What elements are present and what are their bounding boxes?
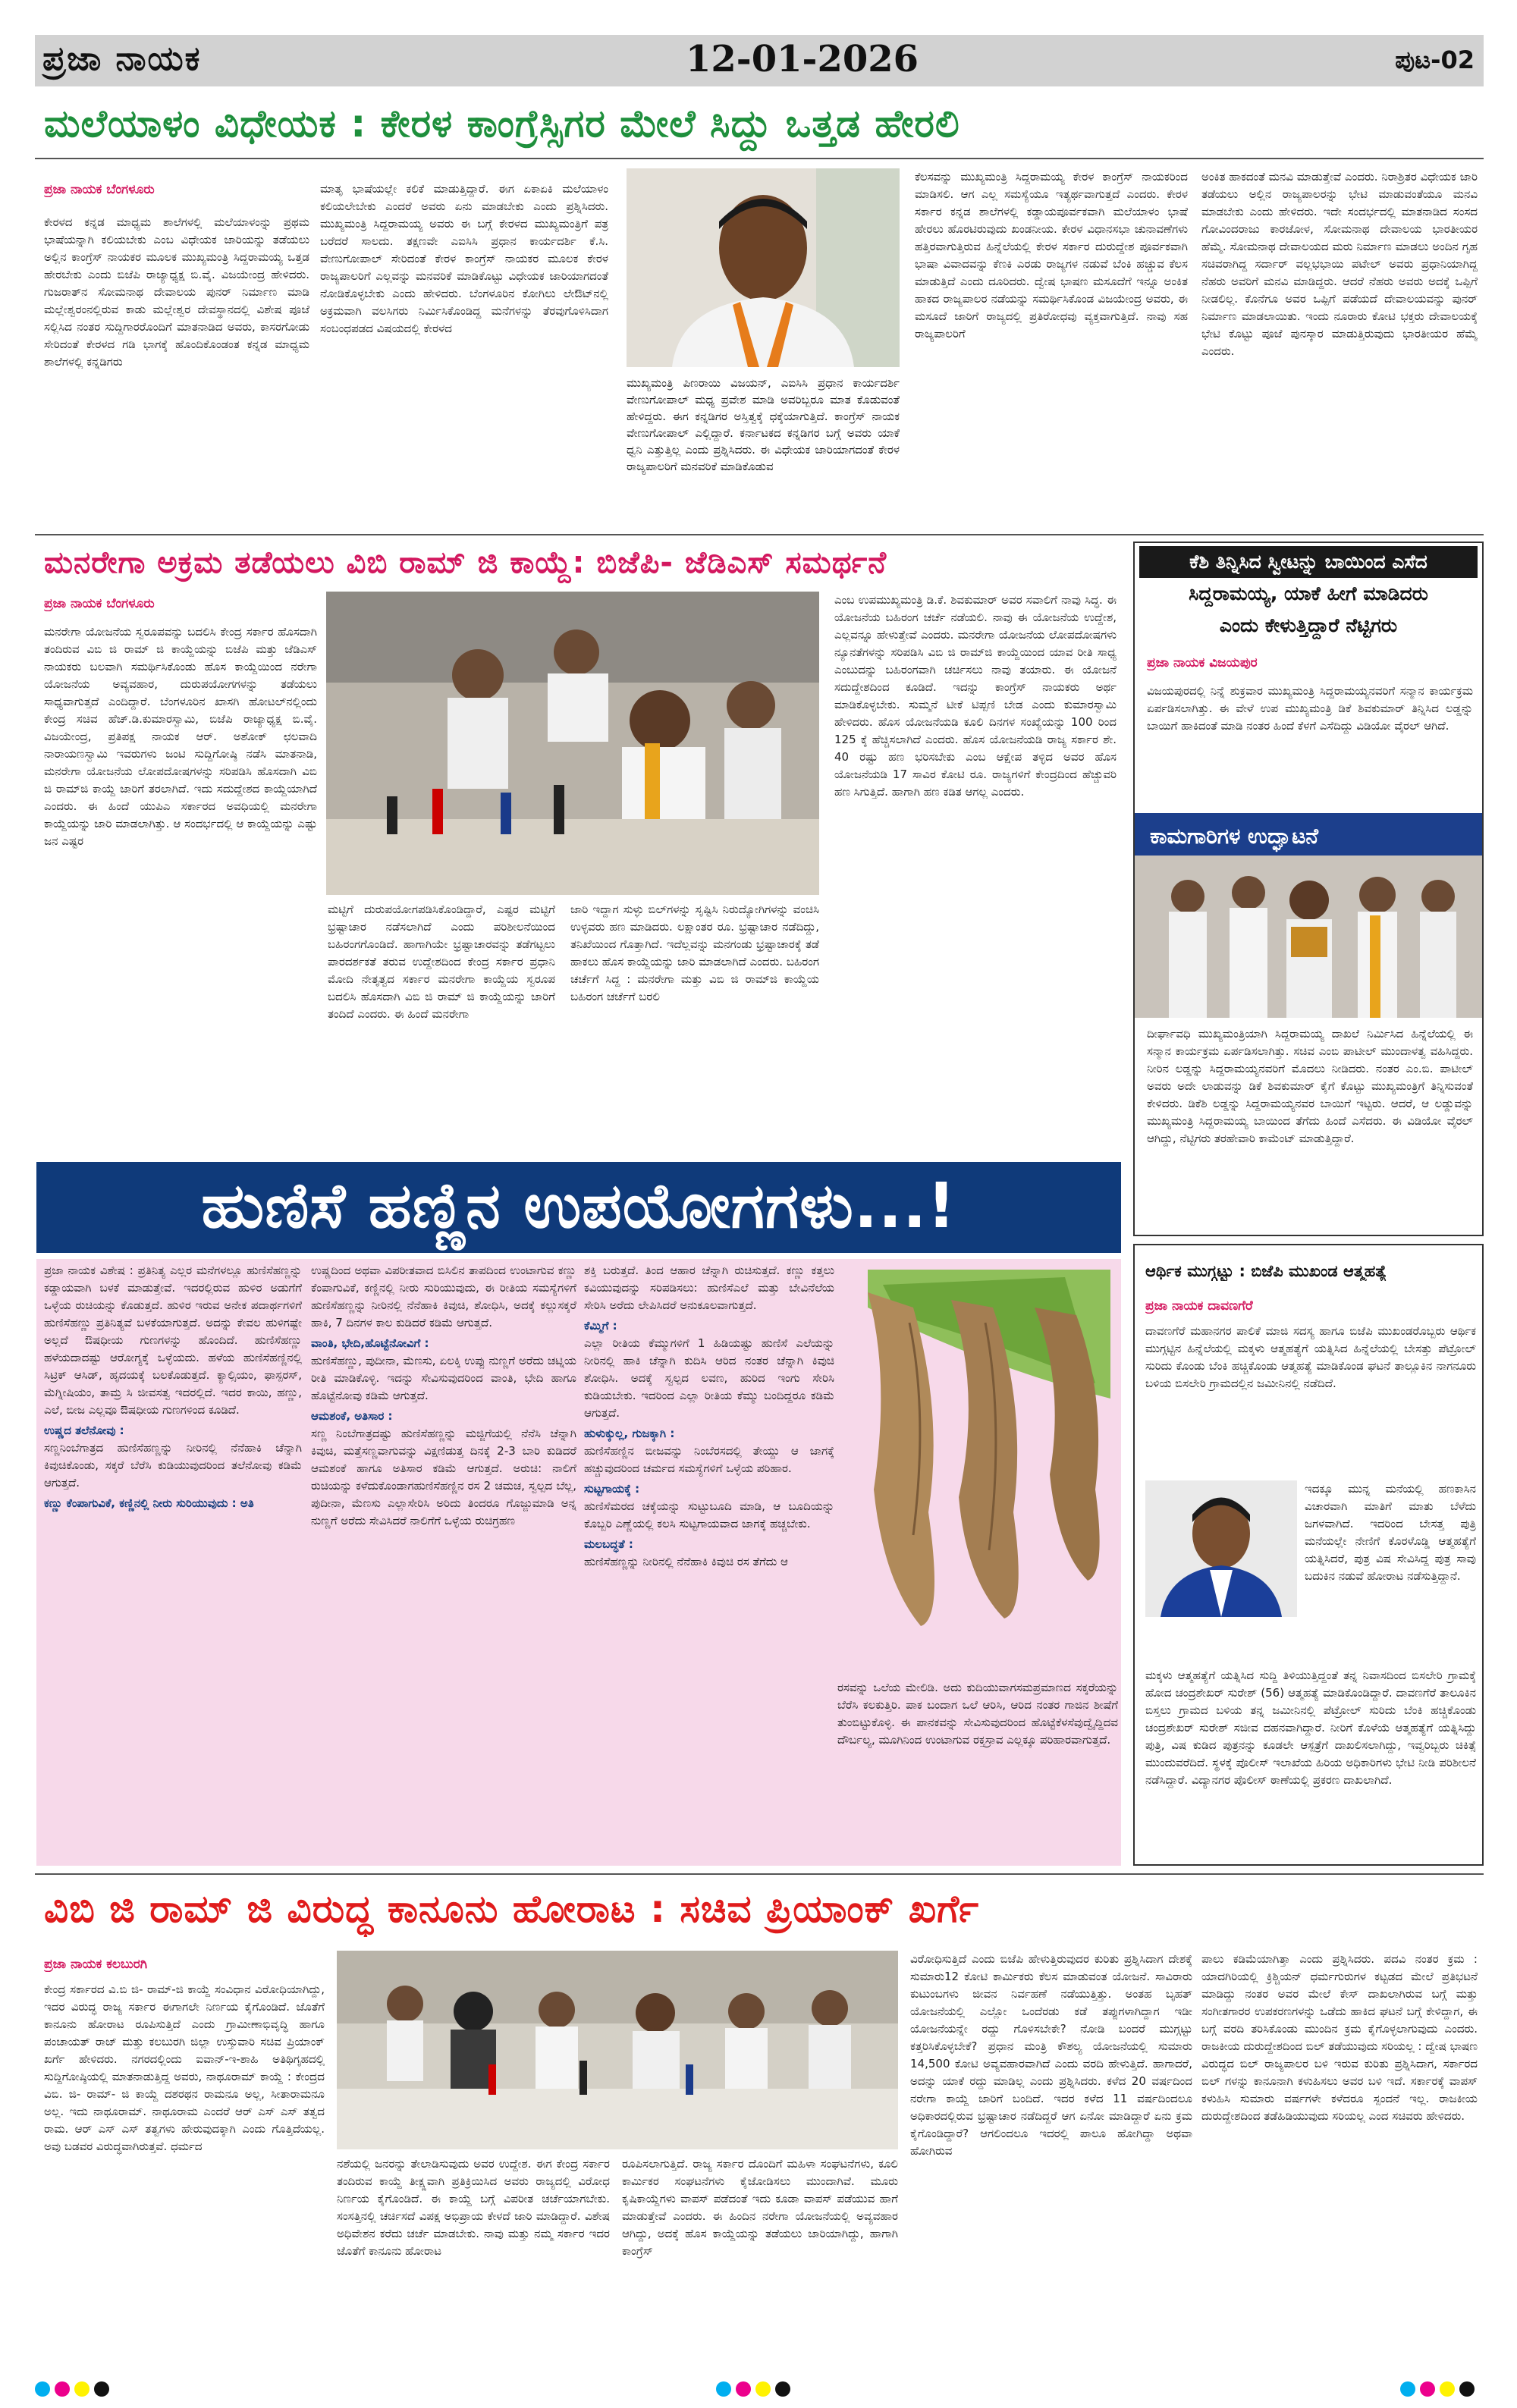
story4-sub-constipation: ಮಲಬದ್ಧತೆ : [584, 1537, 633, 1551]
story1-caption: ಮುಖ್ಯಮಂತ್ರಿ ಪಿಣರಾಯಿ ವಿಜಯನ್, ಎಐಸಿಸಿ ಪ್ರಧಾನ ಕಾರ್ಯದರ್ಶಿ ವೇಣುಗೋಪಾಲ್ ಮಧ್ಯ ಪ್ರವೇಶ ಮಾಡಿ ಅವರಿಬ್ಬರೂ ಮಾತ ಕೊಡುವಂತೆ ಹೇಳಿದ್ದರು. ಈಗ ಕನ್ನಡಿಗರ ಅಸ್ತಿತ್ವಕ್ಕೆ ಧಕ್ಕೆಯಾಗುತ್ತಿದೆ. ಕಾಂಗ್ರೆಸ್ ನಾಯಕ ವೇಣುಗೋಪಾಲ್ ಎಲ್ಲಿದ್ದಾರೆ. ಕರ್ನಾಟಕದ ಕನ್ನಡಿಗರ ಬಗ್ಗೆ ಅವರು ಯಾಕೆ ಧ್ವನಿ ಎತ್ತುತ್ತಿಲ್ಲ ಎಂದು ಪ್ರಶ್ನಿಸಿದರು. ಈ ವಿಧೇಯಕ ಜಾರಿಯಾಗದಂತೆ ಕೇರಳ ರಾಜ್ಯಪಾಲರಿಗೆ ಮನವರಿಕೆ ಮಾಡಿಕೊಡುವ [627, 376, 900, 473]
story4-sub-vomit: ವಾಂತಿ, ಭೇದಿ,ಹೊಟ್ಟೆನೋವಿಗೆ : [311, 1336, 429, 1350]
story4-sub-cough: ಕೆಮ್ಮಿಗೆ : [584, 1319, 617, 1333]
story1-col2: ಮಾತೃ ಭಾಷೆಯಲ್ಲೇ ಕಲಿಕೆ ಮಾಡುತ್ತಿದ್ದಾರೆ. ಈಗ ಏಕಾಏಕಿ ಮಲೆಯಾಳಂ ಕಲಿಯಲೇಬೇಕು ಎಂದರೆ ಅವರು ಏನು ಮಾಡಬೇಕು ಎಂದು ಪ್ರಶ್ನಿಸಿದರು. ಮುಖ್ಯಮಂತ್ರಿ ಸಿದ್ದರಾಮಯ್ಯ ಅವರು ಈ ಬಗ್ಗೆ ಕೇರಳದ ಮುಖ್ಯಮಂತ್ರಿಗೆ ಪತ್ರ ಬರೆದರೆ ಸಾಲದು. ತಕ್ಷಣವೇ ಎಐಸಿಸಿ ಪ್ರಧಾನ ಕಾರ್ಯದರ್ಶಿ ಕೆ.ಸಿ. ವೇಣುಗೋಪಾಲ್ ಸೇರಿದಂತೆ ಕೇರಳ ಕಾಂಗ್ರೆಸ್ ನಾಯಕರ ಮೂಲಕ ಕೇರಳ ರಾಜ್ಯಪಾಲರಿಗೆ ಎಲ್ಲವನ್ನು ಮನವರಿಕೆ ಮಾಡಿಕೊಟ್ಟು ವಿಧೇಯಕ ಜಾರಿಯಾಗದಂತೆ ನೋಡಿಕೊಳ್ಳಬೇಕು ಎಂದು ಹೇಳಿದರು. ಬೆಂಗಳೂರಿನ ಕೋಗಿಲು ಲೇಔಟ್‌ನಲ್ಲಿ ಅಕ್ರಮವಾಗಿ ವಲಸಿಗರು ನಿರ್ಮಿಸಿಕೊಂಡಿದ್ದ ಮನೆಗಳನ್ನು ತೆರವುಗೊಳಿಸಿದಾಗ ಸಂಬಂಧಪಡದ ವಿಷಯದಲ್ಲಿ ಕೇರಳದ [320, 182, 608, 335]
magenta-dot-icon [736, 2381, 751, 2397]
divider [35, 534, 1484, 535]
cyan-dot-icon [1400, 2381, 1415, 2397]
story2-headline: ಮನರೇಗಾ ಅಕ್ರಮ ತಡೆಯಲು ವಿಬಿ ರಾಮ್ ಜಿ ಕಾಯ್ದೆ: ಬಿಜೆಪಿ- ಜೆಡಿಎಸ್ ಸಮರ್ಥನೆ [44, 545, 887, 580]
story5-bottom: ಮಕ್ಕಳು ಆತ್ಮಹತ್ಯೆಗೆ ಯತ್ನಿಸಿದ ಸುದ್ದಿ ತಿಳಿಯುತ್ತಿದ್ದಂತೆ ತನ್ನ ನಿವಾಸದಿಂದ ಬಿಸಲೇರಿ ಗ್ರಾಮಕ್ಕೆ ಹೋದ ಚಂದ್ರಶೇಖರ್ ಸುರೇಶ್ (56) ಆತ್ಮಹತ್ಯೆ ಮಾಡಿಕೊಂಡಿದ್ದಾರೆ. ದಾವಣಗೆರೆ ತಾಲೂಕಿನ ಬಿಸ್ತಲು ಗ್ರಾಮದ ಬಳಿಯ ತನ್ನ ಜಮೀನಿನಲ್ಲಿ ಪೆಟ್ರೋಲ್ ಸುರಿದು ಬೆಂಕಿ ಹಚ್ಚಿಕೊಂಡು ಚಂದ್ರಶೇಖರ್ ಸುರೇಶ್ ಸಜೀವ ದಹನವಾಗಿದ್ದಾರೆ. ನೀರಿಗೆ ಕೊಳೆಯೆ ಆತ್ಮಹತ್ಯೆಗೆ ಯತ್ನಿಸಿದ್ದು ಪುತ್ರಿ, ವಿಷ ಕುಡಿದ ಪುತ್ರನನ್ನು ಕೂಡಲೇ ಆಸ್ಪತ್ರೆಗೆ ದಾಖಲಿಸಲಾಗಿದ್ದು, ಇವ್ವರಿಬ್ಬರು ಚಿಕಿತ್ಸೆ ಮುಂದುವರೆದಿದೆ. ಸ್ಥಳಕ್ಕೆ ಪೊಲೀಸ್ ಇಲಾಖೆಯ ಹಿರಿಯ ಅಧಿಕಾರಿಗಳು ಭೇಟಿ ನೀಡಿ ಪರಿಶೀಲನೆ ನಡೆಸಿದ್ದಾರೆ. ವಿದ್ಯಾನಗರ ಪೊಲೀಸ್ ಠಾಣೆಯಲ್ಲಿ ಪ್ರಕರಣ ದಾಖಲಾಗಿದೆ. [1145, 1669, 1476, 1787]
story1-col3: ಕೆಲಸವನ್ನು ಮುಖ್ಯಮಂತ್ರಿ ಸಿದ್ದರಾಮಯ್ಯ ಕೇರಳ ಕಾಂಗ್ರೆಸ್ ನಾಯಕರಿಂದ ಮಾಡಿಸಲಿ. ಆಗ ಎಲ್ಲ ಸಮಸ್ಯೆಯೂ ಇತ್ಯರ್ಥವಾಗುತ್ತದೆ ಎಂದರು. ಕೇರಳ ಸರ್ಕಾರ ಕನ್ನಡ ಶಾಲೆಗಳಲ್ಲಿ ಕಡ್ಡಾಯಪೂರ್ವಕವಾಗಿ ಮಲೆಯಾಳಂ ಭಾಷೆ ಹೇರಲು ಹೊರಟಿರುವುದು ಖಂಡನೀಯ. ಕೇರಳ ವಿಧಾನಸಭಾ ಚುನಾವಣೆಗಳು ಹತ್ತಿರವಾಗುತ್ತಿರುವ ಹಿನ್ನೆಲೆಯಲ್ಲಿ ಕೇರಳ ಸರ್ಕಾರ ದುರುದ್ದೇಶ ಪೂರ್ವಕವಾಗಿ ಭಾಷಾ ವಿವಾದವನ್ನು ಕೆಣಕಿ ಎರಡು ರಾಜ್ಯಗಳ ನಡುವೆ ಬೆಂಕಿ ಹಚ್ಚುವ ಕೆಲಸ ಮಾಡುತ್ತಿದೆ ಎಂದು ದೂರಿದರು. ದ್ವೇಷ ಭಾಷಣ ಮಸೂದೆಗೆ ಇನ್ನೂ ಅಂಕಿತ ಹಾಕದ ರಾಜ್ಯಪಾಲರ ನಡೆಯನ್ನು ಸಮರ್ಥಿಸಿಕೊಂಡ ವಿಜಯೇಂದ್ರ ಅವರು, ಈ ಮಸೂದೆ ಜಾರಿಗೆ ರಾಜ್ಯದಲ್ಲಿ ಪ್ರತಿರೋಧವು ವ್ಯಕ್ತವಾಗುತ್ತಿದೆ. ನಾವು ಸಹ ರಾಜ್ಯಪಾಲರಿಗೆ [915, 170, 1188, 341]
portrait-illustration [627, 168, 900, 367]
story4-col1b: ಸಣ್ಣನಿಂಬೆಗಾತ್ರದ ಹುಣಿಸೆಹಣ್ಣನ್ನು ನೀರಿನಲ್ಲಿ ನೆನೆಹಾಕಿ ಚೆನ್ನಾಗಿ ಕಿವುಚಿಕೊಂಡು, ಸಕ್ಕರೆ ಬೆರೆಸಿ ಕುಡಿಯುವುದರಿಂದ ತಲೆನೋವು ಕಡಿಮೆ ಆಗುತ್ತದೆ. [44, 1441, 302, 1490]
newspaper-name: ಪ್ರಜಾ ನಾಯಕ [42, 39, 202, 78]
story5-top: ದಾವಣಗೆರೆ ಮಹಾನಗರ ಪಾಲಿಕೆ ಮಾಜಿ ಸದಸ್ಯ ಹಾಗೂ ಬಿಜೆಪಿ ಮುಖಂಡರೊಬ್ಬರು ಆರ್ಥಿಕ ಮುಗ್ಗಟ್ಟಿನ ಹಿನ್ನೆಲೆಯಲ್ಲಿ ಮಕ್ಕಳು ಆತ್ಮಹತ್ಯೆಗೆ ಯತ್ನಿಸಿದ ಹಿನ್ನೆಲೆಯಲ್ಲಿ ಬೇಸತ್ತು ಪೆಟ್ರೋಲ್ ಸುರಿದು ಕೊಂಡು ಬೆಂಕಿ ಹಚ್ಚಿಕೊಂಡು ಆತ್ಮಹತ್ಯೆ ಮಾಡಿಕೊಂಡ ಘಟನೆ ತಾಲ್ಲೂಕಿನ ನಾಗನೂರು ಬಳಿಯ ಬಿಸಲೇರಿ ಗ್ರಾಮದಲ್ಲಿನ ಜಮೀನಿನಲ್ಲಿ ನಡೆದಿದೆ. [1145, 1324, 1476, 1390]
story6-below2: ರೂಪಿಸಲಾಗುತ್ತಿದೆ. ರಾಜ್ಯ ಸರ್ಕಾರ ದೊಂದಿಗೆ ಮಹಿಳಾ ಸಂಘಟನೆಗಳು, ಕೂಲಿ ಕಾರ್ಮಿಕರ ಸಂಘಟನೆಗಳು ಕೈಜೋಡಿಸಲು ಮುಂದಾಗಿವೆ. ಮೂರು ಕೃಷಿಕಾಯ್ದೆಗಳು ವಾಪಸ್ ಪಡೆದಂತೆ ಇದು ಕೂಡಾ ವಾಪಸ್ ಪಡೆಯುವ ಹಾಗೆ ಮಾಡುತ್ತೇವೆ ಎಂದರು. ಈ ಹಿಂದಿನ ನರೇಗಾ ಯೋಜನೆಯಲ್ಲಿ ಅವ್ಯವಹಾರ ಆಗಿದ್ದು, ಅದಕ್ಕೆ ಹೊಸ ಕಾಯ್ದೆಯನ್ನು ತಡೆಯಲು ಜಾರಿಯಾಗಿದ್ದು, ಹಾಗಾಗಿ ಕಾಂಗ್ರೆಸ್ [622, 2157, 898, 2258]
black-dot-icon [1459, 2381, 1475, 2397]
story2-col3: ಎಂಬ ಉಪಮುಖ್ಯಮಂತ್ರಿ ಡಿ.ಕೆ. ಶಿವಕುಮಾರ್ ಅವರ ಸವಾಲಿಗೆ ನಾವು ಸಿದ್ಧ. ಈ ಯೋಜನೆಯ ಬಹಿರಂಗ ಚರ್ಚೆ ನಡೆಯಲಿ. ನಾವು ಈ ಯೋಜನೆಯ ಉದ್ದೇಶ, ಎಲ್ಲವನ್ನೂ ಹೇಳುತ್ತೇವೆ ಎಂದರು. ಮನರೇಗಾ ಯೋಜನೆಯ ಲೋಪದೋಷಗಳು ನ್ಯೂನತೆಗಳನ್ನು ಸರಿಪಡಿಸಿ ವಿಬಿ ಜಿ ರಾಮ್‌ಜಿ ಕಾಯ್ದೆಯಿಂದ ಯಾವ ರೀತಿ ಸಾಧ್ಯ ಎಂಬುದನ್ನು ಬಹಿರಂಗವಾಗಿ ಚರ್ಚಿಸಲು ನಾವು ತಯಾರು. ಈ ಯೋಜನೆ ಸದುದ್ದೇಶದಿಂದ ಕೂಡಿದೆ. ಇದನ್ನು ಕಾಂಗ್ರೆಸ್ ನಾಯಕರು ಅರ್ಥ ಮಾಡಿಕೊಳ್ಳಬೇಕು. ಸುಮ್ಮನೆ ಟೀಕೆ ಟಿಪ್ಪಣಿ ಬೇಡ ಎಂದು ಕುಮಾರಸ್ವಾಮಿ ಹೇಳಿದರು. ಹೊಸ ಯೋಜನೆಯಡಿ ಕೂಲಿ ದಿನಗಳ ಸಂಖ್ಯೆಯನ್ನು 100 ರಿಂದ 125 ಕ್ಕೆ ಹೆಚ್ಚಿಸಲಾಗಿದೆ ಎಂದರು. ಹೊಸ ಯೋಜನೆಯಡಿ ರಾಜ್ಯ ಸರ್ಕಾರ ಶೇ. 40 ರಷ್ಟು ಹಣ ಭರಿಸಬೇಕು ಎಂಬ ಆಕ್ಷೇಪ ತಳ್ಳಿದ ಅವರ ಹೊಸ ಯೋಜನೆಯಡಿ 17 ಸಾವಿರ ಕೋಟಿ ರೂ. ರಾಜ್ಯಗಳಿಗೆ ಕೇಂದ್ರದಿಂದ ಹೆಚ್ಚುವರಿ ಹಣ ಸಿಗುತ್ತಿದೆ. ಹಾಗಾಗಿ ಹಣ ಕಡಿತ ಆಗಲ್ಲ ಎಂದರು. [834, 593, 1117, 799]
story4-sub-eyes: ಕಣ್ಣು ಕೆಂಪಾಗುವಿಕೆ, ಕಣ್ಣಿನಲ್ಲಿ ನೀರು ಸುರಿಯುವುದು : ಅತಿ [44, 1496, 254, 1510]
story3-photo-banner: ಕಾಮಗಾರಿಗಳ ಉದ್ಘಾಟನೆ [1150, 824, 1319, 849]
story6-col1: ಕೇಂದ್ರ ಸರ್ಕಾರದ ವಿ.ಬಿ ಜಿ- ರಾಮ್-ಜಿ ಕಾಯ್ದೆ ಸಂವಿಧಾನ ವಿರೋಧಿಯಾಗಿದ್ದು, ಇದರ ವಿರುದ್ಧ ರಾಜ್ಯ ಸರ್ಕಾರ ಈಗಾಗಲೇ ನಿರ್ಣಯ ಕೈಗೊಂಡಿದೆ. ಜೊತೆಗೆ ಕಾನೂನು ಹೋರಾಟ ರೂಪಿಸುತ್ತಿದೆ ಎಂದು ಗ್ರಾಮೀಣಾಭಿವೃದ್ಧಿ ಹಾಗೂ ಪಂಚಾಯತ್ ರಾಜ್ ಮತ್ತು ಕಲಬುರಗಿ ಜಿಲ್ಲಾ ಉಸ್ತುವಾರಿ ಸಚಿವ ಪ್ರಿಯಾಂಕ್ ಖರ್ಗೆ ಹೇಳಿದರು. ನಗರದಲ್ಲಿಂದು ಐವಾನ್-ಇ-ಶಾಹಿ ಅತಿಥಿಗೃಹದಲ್ಲಿ ಸುದ್ದಿಗೋಷ್ಠಿಯಲ್ಲಿ ಮಾತನಾಡುತ್ತಿದ್ದ ಅವರು, ನಾಥೂರಾಮ್ ಕಾಯ್ದೆ : ಕೇಂದ್ರದ ವಿಬಿ. ಜಿ- ರಾಮ್- ಜಿ ಕಾಯ್ದೆ ದಶರಥನ ರಾಮನೂ ಅಲ್ಲ, ಸೀತಾರಾಮನೂ ಅಲ್ಲ. ಇದು ನಾಥೂರಾಮ್. ನಾಥೂರಾಮ ಎಂದರೆ ಆರ್ ಎಸ್ ಎಸ್ ತತ್ವದ ರಾಮ. ಆರ್ ಎಸ್ ಎಸ್ ತತ್ವಗಳು ಹೇರುವುದಕ್ಕಾಗಿ ಎಂದು ಗೊತ್ತಿದೆಯಲ್ಲ. ಅವು ಬಡವರ ವಿರುದ್ಧವಾಗಿರುತ್ತವೆ. ಧರ್ಮದ [44, 1983, 325, 2153]
story4-col3-wrap [584, 1262, 834, 1861]
story6-below1: ನಶೆಯಲ್ಲಿ ಜನರನ್ನು ತೇಲಾಡಿಸುವುದು ಅವರ ಉದ್ದೇಶ. ಈಗ ಕೇಂದ್ರ ಸರ್ಕಾರ ತಂದಿರುವ ಕಾಯ್ದೆ ತೀಕ್ಷ್ಣವಾಗಿ ಪ್ರತಿಕ್ರಿಯಿಸಿದ ಅವರು ರಾಜ್ಯದಲ್ಲಿ ವಿರೋಧ ನಿರ್ಣಯ ಕೈಗೊಂಡಿದೆ. ಈ ಕಾಯ್ದೆ ಬಗ್ಗೆ ವಿಪರೀತ ಚರ್ಚೆಯಾಗಬೇಕು. ಸಂಸತ್ತಿನಲ್ಲಿ ಚರ್ಚಿಸದೆ ವಿಪಕ್ಷ ಅಭಿಪ್ರಾಯ ಕೇಳದೆ ಜಾರಿ ಮಾಡಿದ್ದಾರೆ. ವಿಶೇಷ ಅಧಿವೇಶನ ಕರೆದು ಚರ್ಚೆ ಮಾಡಬೇಕು. ನಾವು ಮತ್ತು ನಮ್ಮ ಸರ್ಕಾರ ಇದರ ಜೊತೆಗೆ ಕಾನೂನು ಹೋರಾಟ [337, 2157, 610, 2258]
yellow-dot-icon [1440, 2381, 1455, 2397]
story3-headline [1139, 546, 1478, 648]
page-number: ಪುಟ-02 [1395, 46, 1475, 74]
magenta-dot-icon [1420, 2381, 1435, 2397]
story3-top: ವಿಜಯಪುರದಲ್ಲಿ ನಿನ್ನೆ ಶುಕ್ರವಾರ ಮುಖ್ಯಮಂತ್ರಿ ಸಿದ್ದರಾಮಯ್ಯನವರಿಗೆ ಸನ್ಮಾನ ಕಾರ್ಯಕ್ರಮ ಏರ್ಪಡಿಸಲಾಗಿತ್ತು. ಈ ವೇಳೆ ಉಪ ಮುಖ್ಯಮಂತ್ರಿ ಡಿಕೆ ಶಿವಕುಮಾರ್ ತಿನ್ನಿಸಿದ ಲಡ್ಡನ್ನು ಬಾಯಿಗೆ ಹಾಕಿದಂತೆ ಮಾಡಿ ನಂತರ ಹಿಂದೆ ಕೆಳಗೆ ಎಸೆದಿದ್ದು ವಿಡಿಯೋ ವೈರಲ್ ಆಗಿದೆ. [1147, 684, 1473, 733]
tamarind-illustration [837, 1262, 1118, 1672]
story3-byline: ಪ್ರಜಾ ನಾಯಕ ವಿಜಯಪುರ [1147, 655, 1258, 670]
story1-col4: ಅಂಕಿತ ಹಾಕದಂತೆ ಮನವಿ ಮಾಡುತ್ತೇವೆ ಎಂದರು. ನಿರಾಶ್ರಿತರ ವಿಧೇಯಕ ಜಾರಿ ತಡೆಯಲು ಅಲ್ಲಿನ ರಾಜ್ಯಪಾಲರನ್ನು ಭೇಟಿ ಮಾಡುವಂತೆಯೂ ಮನವಿ ಮಾಡಬೇಕು ಎಂದು ಹೇಳಿದರು. ಇದೇ ಸಂದರ್ಭದಲ್ಲಿ ಮಾತನಾಡಿದ ಸಂಸದ ಗೋವಿಂದರಾಜು ಕಾರಜೋಳ, ಸೋಮನಾಥ ದೇವಾಲಯ ಭಾರತೀಯರ ಹೆಮ್ಮೆ. ಸೋಮನಾಥ ದೇವಾಲಯದ ಮರು ನಿರ್ಮಾಣ ಮಾಡಲು ಅಂದಿನ ಗೃಹ ಸಚಿವರಾಗಿದ್ದ ಸರ್ದಾರ್ ವಲ್ಲಭಭಾಯಿ ಪಟೇಲ್ ಅವರು ಪ್ರಧಾನಿಯಾಗಿದ್ದ ನೆಹರು ಅವರಿಗೆ ಮನವಿ ಮಾಡಿದ್ದರು. ಆದರೆ ನೆಹರು ಅವರು ಅದಕ್ಕೆ ಒಪ್ಪಿಗೆ ನೀಡಲಿಲ್ಲ. ಕೊನೆಗೂ ಅವರ ಒಪ್ಪಿಗೆ ಪಡೆಯದೆ ದೇವಾಲಯವನ್ನು ಪುನರ್ ನಿರ್ಮಾಣ ಮಾಡಲಾಯಿತು. ಇಂದು ನೂರಾರು ಕೋಟಿ ಭಕ್ತರು ದೇವಾಲಯಕ್ಕೆ ಭೇಟಿ ಕೊಟ್ಟು ಪೂಜೆ ಪುನಸ್ಕಾರ ಮಾಡುತ್ತಿರುವುದು ಭಾರತೀಯರ ಹೆಮ್ಮೆ ಎಂದರು. [1201, 170, 1478, 358]
story2-byline: ಪ್ರಜಾ ನಾಯಕ ಬೆಂಗಳೂರು [44, 596, 155, 611]
story4-col2: ಉಷ್ಣದಿಂದ ಅಥವಾ ವಿಪರೀತವಾದ ಬಿಸಿಲಿನ ತಾಪದಿಂದ ಉಂಟಾಗುವ ಕಣ್ಣು ಕೆಂಪಾಗುವಿಕೆ, ಕಣ್ಣಿನಲ್ಲಿ ನೀರು ಸುರಿಯುವುದು, ಈ ರೀತಿಯ ಸಮಸ್ಯೆಗಳಿಗೆ ಹುಣಿಸೆಹಣ್ಣನ್ನು ನೀರಿನಲ್ಲಿ ನೆನೆಹಾಕಿ ಕಿವುಚಿ, ಶೋಧಿಸಿ, ಅದಕ್ಕೆ ಕಲ್ಲುಸಕ್ಕರೆ ಹಾಕಿ, 7 ದಿನಗಳ ಕಾಲ ಕುಡಿದರೆ ಕಡಿಮೆ ಆಗುತ್ತದೆ. [311, 1264, 576, 1330]
story3-headline-line1: ಕೆಶಿ ತಿನ್ನಿಸಿದ ಸ್ವೀಟನ್ನು ಬಾಯಿಂದ ಎಸೆದ [1139, 546, 1478, 578]
yellow-dot-icon [755, 2381, 771, 2397]
tamarind-photo [837, 1262, 1118, 1672]
story4-sub-dysentery: ಆಮಶಂಕೆ, ಅತಿಸಾರ : [311, 1409, 393, 1423]
issue-date: 12-01-2026 [686, 38, 919, 80]
story4-col3b: ಎಲ್ಲಾ ರೀತಿಯ ಕೆಮ್ಮುಗಳಿಗೆ 1 ಹಿಡಿಯಷ್ಟು ಹುಣಿಸೆ ಎಲೆಯನ್ನು ನೀರಿನಲ್ಲಿ ಹಾಕಿ ಚೆನ್ನಾಗಿ ಕುದಿಸಿ ಆರಿದ ನಂತರ ಚೆನ್ನಾಗಿ ಕಿವುಚಿ ಶೋಧಿಸಿ. ಅದಕ್ಕೆ ಸ್ವಲ್ಪದ ಲವಣ, ಹುರಿದ ಇಂಗು ಸೇರಿಸಿ ಕುಡಿಯಬೇಕು. ಇದರಿಂದ ಎಲ್ಲಾ ರೀತಿಯ ಕೆಮ್ಮು ಬಂದಿದ್ದರೂ ಕಡಿಮೆ ಆಗುತ್ತದೆ. [584, 1336, 834, 1420]
story6-col4: ಪಾಲು ಕಡಿಮೆಯಾಗಿತ್ತಾ ಎಂದು ಪ್ರಶ್ನಿಸಿದರು. ಪದವಿ ನಂತರ ಕ್ರಮ : ಯಾದಗಿರಿಯಲ್ಲಿ ಕ್ರಿಶ್ಚಿಯನ್ ಧರ್ಮಗುರುಗಳ ಕಟ್ಟಡದ ಮೇಲೆ ಪ್ರತಿಭಟನೆ ಮಾಡಿದ್ದು ನಂತರ ಅವರ ಮೇಲೆ ಕೇಸ್ ದಾಖಲಾಗಿರುವ ಬಗ್ಗೆ ಮತ್ತು ಸಂಗೀತಗಾರರ ಉಪಕರಣಗಳನ್ನು ಒಡೆದು ಹಾಕಿದ ಘಟನೆ ಬಗ್ಗೆ ಕೇಳಿದ್ದಾಗ, ಈ ಬಗ್ಗೆ ವರದಿ ತರಿಸಿಕೊಂಡು ಮುಂದಿನ ಕ್ರಮ ಕೈಗೊಳ್ಳಲಾಗುವುದು ಎಂದರು. ರಾಜಕೀಯ ದುರುದ್ದೇಶದಿಂದ ಬಿಲ್ ತಡೆಯುವುದು ಸರಿಯಲ್ಲ : ದ್ವೇಷ ಭಾಷಣ ವಿರುದ್ಧದ ಬಿಲ್ ರಾಜ್ಯಪಾಲರ ಬಳಿ ಇರುವ ಕುರಿತು ಪ್ರಶ್ನಿಸಿದಾಗ, ಸರ್ಕಾರದ ಬಿಲ್ ಗಳನ್ನು ಕಾನೂನಾಗಿ ಕಳುಹಿಸಲು ಅವರ ಬಳಿ ಇದೆ. ಸರ್ಕಾರಕ್ಕೆ ವಾಪಸ್ ಕಳುಹಿಸಿ ಸುಮಾರು ವರ್ಷಗಳೇ ಕಳೆದರೂ ಸ್ಪಂದನೆ ಇಲ್ಲ. ರಾಜಕೀಯ ದುರುದ್ದೇಶದಿಂದ ತಡೆಹಿಡಿಯುವುದು ಸರಿಯಲ್ಲ ಎಂದ ಸಚಿವರು ಹೇಳಿದರು. [1201, 1952, 1478, 2123]
story1-byline: ಪ್ರಜಾ ನಾಯಕ ಬೆಂಗಳೂರು [44, 182, 155, 197]
portrait-illustration [1145, 1480, 1297, 1617]
masthead [35, 35, 1484, 86]
story4-col2b: ಹುಣಿಸೆಹಣ್ಣು, ಪುದೀನಾ, ಮೆಣಸು, ಏಲಕ್ಕಿ ಉಪ್ಪು ನುಣ್ಣಗೆ ಅರೆದು ಚಟ್ನಿಯ ರೀತಿ ಮಾಡಿಕೊಳ್ಳಿ. ಇದನ್ನು ಸೇವಿಸುವುದರಿಂದ ವಾಂತಿ, ಭೇದಿ ಹಾಗೂ ಹೊಟ್ಟೆನೋವು ಕಡಿಮೆ ಆಗುತ್ತದೆ. [311, 1354, 576, 1402]
story4-col2-wrap [311, 1262, 576, 1861]
cyan-dot-icon [35, 2381, 50, 2397]
yellow-dot-icon [74, 2381, 90, 2397]
story5-photo [1145, 1480, 1297, 1617]
story4-col3: ಶಕ್ತಿ ಬರುತ್ತದೆ. ತಿಂದ ಆಹಾರ ಚೆನ್ನಾಗಿ ರುಚಿಸುತ್ತದೆ. ಕಣ್ಣು ಕತ್ತಲು ಕವಿಯುವುದನ್ನು ಸರಿಪಡಿಸಲು: ಹುಣಿಸೆಎಲೆ ಮತ್ತು ಬೇವಿನೆಲೆಯ ಸೇರಿಸಿ ಅರೆದು ಲೇಪಿಸಿದರೆ ಅನುಕೂಲವಾಗುತ್ತದೆ. [584, 1264, 834, 1312]
press-meet-illustration [326, 592, 819, 895]
press-meet-illustration [337, 1951, 898, 2149]
story4-col2c: ಸಣ್ಣ ನಿಂಬೆಗಾತ್ರದಷ್ಟು ಹುಣಿಸೆಹಣ್ಣನ್ನು ಮಜ್ಜಿಗೆಯಲ್ಲಿ ನೆನೆಸಿ ಚೆನ್ನಾಗಿ ಕಿವುಚಿ, ಮತ್ತೆಸಣ್ಣವಾಗುವನ್ನು ವಿಕ್ಷಣಿಡುತ್ತ ದಿನಕ್ಕೆ 2-3 ಬಾರಿ ಕುಡಿದರೆ ಆಮಶಂಕೆ ಹಾಗೂ ಅತಿಸಾರ ಕಡಿಮೆ ಆಗುತ್ತದೆ. ಅರುಚಿ: ನಾಲಿಗೆ ರುಚಿಯನ್ನು ಕಳೆದುಕೊಂಡಾಗಹುಣಿಸೆಹಣ್ಣಿನ ರಸ 2 ಚಮಚ, ಸ್ವಲ್ಪದ ಬೆಲ್ಲ, ಪುದೀನಾ, ಮೆಣಸು ಎಲ್ಲಾಸೇರಿಸಿ ಅರಿದು ತಿಂದರೂ ಗೊಜ್ಜುಮಾಡಿ ಅನ್ನ ನುಣ್ಣಗೆ ಅರೆದು ಸೇವಿಸಿದರೆ ನಾಲಿಗೆಗೆ ಒಳ್ಳೆಯ ರುಚಿಗ್ರಹಣ [311, 1427, 576, 1527]
story1-col1: ಕೇರಳದ ಕನ್ನಡ ಮಾಧ್ಯಮ ಶಾಲೆಗಳಲ್ಲಿ ಮಲೆಯಾಳಂನ್ನು ಪ್ರಥಮ ಭಾಷೆಯನ್ನಾಗಿ ಕಲಿಯಬೇಕು ಎಂಬ ವಿಧೇಯಕ ಜಾರಿಯನ್ನು ತಡೆಯಲು ಅಲ್ಲಿನ ಕಾಂಗ್ರೆಸ್ ನಾಯಕರ ಮೂಲಕ ಮುಖ್ಯಮಂತ್ರಿ ಸಿದ್ದರಾಮಯ್ಯ ಒತ್ತಡ ಹೇರಬೇಕು ಎಂದು ಬಿಜೆಪಿ ರಾಜ್ಯಾಧ್ಯಕ್ಷ ಬಿ.ವೈ. ವಿಜಯೇಂದ್ರ ಹೇಳಿದರು. ಗುಜರಾತ್‌ನ ಸೋಮನಾಥ ದೇವಾಲಯ ಪುನರ್ ನಿರ್ಮಾಣ ಮಾಡಿ ಮಲ್ಲೇಶ್ವರಂನಲ್ಲಿರುವ ಕಾಡು ಮಲ್ಲೇಶ್ವರ ದೇವಸ್ಥಾನದಲ್ಲಿ ವಿಶೇಷ ಪೂಜೆ ಸಲ್ಲಿಸಿದ ನಂತರ ಸುದ್ದಿಗಾರರೊಂದಿಗೆ ಮಾತನಾಡಿದ ಅವರು, ಕಾಸರಗೋಡು ಸೇರಿದಂತೆ ಕೇರಳದ ಗಡಿ ಭಾಗಕ್ಕೆ ಹೊಂದಿಕೊಂಡಂತ ಕನ್ನಡ ಮಾಧ್ಯಮ ಶಾಲೆಗಳಲ್ಲಿ ಕನ್ನಡಿಗರು [44, 215, 309, 369]
story4-sub-headache: ಉಷ್ಣದ ತಲೆನೋವು : [44, 1424, 124, 1437]
story1-photo-vijayendra [627, 168, 900, 367]
story5-byline: ಪ್ರಜಾ ನಾಯಕ ದಾವಣಗೆರೆ [1145, 1298, 1253, 1314]
registration-marks-right [1400, 2381, 1484, 2400]
story6-photo-press-meet [337, 1951, 898, 2149]
story6-headline: ವಿಬಿ ಜಿ ರಾಮ್ ಜಿ ವಿರುದ್ಧ ಕಾನೂನು ಹೋರಾಟ : ಸಚಿವ ಪ್ರಿಯಾಂಕ್ ಖರ್ಗೆ [44, 1887, 980, 1931]
story4-headline: ಹುಣಿಸೆ ಹಣ್ಣಿನ ಉಪಯೋಗಗಳು...! [201, 1170, 956, 1242]
registration-marks-center [716, 2381, 799, 2400]
black-dot-icon [94, 2381, 109, 2397]
story5-right: ಇದಕ್ಕೂ ಮುನ್ನ ಮನೆಯಲ್ಲಿ ಹಣಕಾಸಿನ ವಿಚಾರವಾಗಿ ಮಾತಿಗೆ ಮಾತು ಬೆಳೆದು ಜಗಳವಾಗಿದೆ. ಇದರಿಂದ ಬೇಸತ್ತ ಪುತ್ರಿ ಮನೆಯಲ್ಲೇ ನೇಣಿಗೆ ಕೊರಳೊಡ್ಡಿ ಆತ್ಮಹತ್ಯೆಗೆ ಯತ್ನಿಸಿದರೆ, ಪುತ್ರ ವಿಷ ಸೇವಿಸಿದ್ದ ಪುತ್ರ ಸಾವು ಬದುಕಿನ ನಡುವೆ ಹೋರಾಟ ನಡೆಸುತ್ತಿದ್ದಾನೆ. [1305, 1482, 1476, 1583]
registration-marks-left [35, 2381, 118, 2400]
story6-byline: ಪ್ರಜಾ ನಾಯಕ ಕಲಬುರಗಿ [44, 1957, 148, 1972]
story4-col1: ಪ್ರಜಾ ನಾಯಕ ವಿಶೇಷ : ಪ್ರತಿನಿತ್ಯ ಎಲ್ಲರ ಮನೆಗಳಲ್ಲೂ ಹುಣಿಸೆಹಣ್ಣನ್ನು ಕಡ್ಡಾಯವಾಗಿ ಬಳಕೆ ಮಾಡುತ್ತೇವೆ. ಇದರಲ್ಲಿರುವ ಹುಳಿರ ಅಡುಗೆಗೆ ಒಳ್ಳೆಯ ರುಚಿಯನ್ನು ಕೊಡುತ್ತದೆ. ಹುಳಿರ ಇರುವ ಅನೇಕ ಪದಾರ್ಥಗಳಿಗೆ ಹುಣಿಸೆಹಣ್ಣು ಪ್ರತಿನಿತ್ಯವೆ ಬಳಕೆಯಾಗುತ್ತದೆ. ಅದನ್ನು ಕೇವಲ ಹುಳಿಗಷ್ಟೇ ಅಲ್ಲದೆ ಔಷಧೀಯ ಗುಣಗಳನ್ನು ಹೊಂದಿದೆ. ಹುಣಿಸೆಹಣ್ಣು ಹಳೆಯದಾದಷ್ಟು ಆರೋಗ್ಯಕ್ಕೆ ಒಳ್ಳೆಯದು. ಹಳೆಯ ಹುಣಿಸೆಹಣ್ಣಿನಲ್ಲಿ ಸಿಟ್ರಿಕ್ ಆಸಿಡ್, ಹೃದಯಕ್ಕೆ ಬಲಕೊಡುತ್ತದೆ. ಕ್ಯಾಲ್ಸಿಯಂ, ಫಾಸ್ಪರಸ್, ಮೆಗ್ನೀಷಿಯಂ, ತಾಮ್ರ ಸಿ ಜೀವಸತ್ವ ಇದರಲ್ಲಿದೆ. ಇದರ ಕಾಯಿ, ಹಣ್ಣು, ಎಲೆ, ಬೀಜ ಎಲ್ಲವೂ ಔಷಧೀಯ ಗುಣಗಳಿಂದ ಕೂಡಿದೆ. [44, 1264, 302, 1417]
story4-sub-burns: ಸುಟ್ಟಗಾಯಕ್ಕೆ : [584, 1482, 640, 1496]
magenta-dot-icon [55, 2381, 70, 2397]
story4-col3c: ಹುಣಿಸೆಹಣ್ಣಿನ ಬೀಜವನ್ನು ನಿಂಬೆರಸದಲ್ಲಿ ತೇಯ್ದು ಆ ಜಾಗಕ್ಕೆ ಹಚ್ಚುವುದರಿಂದ ಚರ್ಮದ ಸಮಸ್ಯೆಗಳಿಗೆ ಒಳ್ಳೆಯ ಪರಿಹಾರ. [584, 1444, 834, 1475]
story4-col4: ರಸವನ್ನು ಒಲೆಯ ಮೇಲಿಡಿ. ಅದು ಕುದಿಯುವಾಗಸಮಪ್ರಮಾಣದ ಸಕ್ಕರೆಯನ್ನು ಬೆರೆಸಿ ಕಲಕುತ್ತಿರಿ. ಪಾಕ ಬಂದಾಗ ಒಲೆ ಆರಿಸಿ, ಆರಿದ ನಂತರ ಗಾಜಿನ ಶೀಷೆಗೆ ತುಂಬಿಟ್ಟುಕೊಳ್ಳಿ. ಈ ಪಾನಕವನ್ನು ಸೇವಿಸುವುದರಿಂದ ಹೊಟ್ಟೆಕೆಳಸೆವುದ್ವೈದ್ದಿದವ ದೌರ್ಬಲ್ಯ, ಮೂಗಿನಿಂದ ಉಂಟಾಗುವ ರಕ್ತಸ್ರಾವ ಎಲ್ಲಕ್ಕೂ ಪರಿಹಾರವಾಗುತ್ತದೆ. [837, 1681, 1118, 1747]
black-dot-icon [775, 2381, 790, 2397]
felicitation-illustration [1135, 813, 1482, 1018]
story1-headline: ಮಲೆಯಾಳಂ ವಿಧೇಯಕ : ಕೇರಳ ಕಾಂಗ್ರೆಸ್ಸಿಗರ ಮೇಲೆ ಸಿದ್ದು ಒತ್ತಡ ಹೇರಲಿ [44, 102, 960, 146]
cyan-dot-icon [716, 2381, 731, 2397]
story2-col1: ಮನರೇಗಾ ಯೋಜನೆಯ ಸ್ವರೂಪವನ್ನು ಬದಲಿಸಿ ಕೇಂದ್ರ ಸರ್ಕಾರ ಹೊಸದಾಗಿ ತಂದಿರುವ ವಿಬಿ ಜಿ ರಾಮ್ ಜಿ ಕಾಯ್ದೆಯನ್ನು ಬಿಜೆಪಿ ಮತ್ತು ಜೆಡಿಎಸ್ ನಾಯಕರು ಬಲವಾಗಿ ಸಮರ್ಥಿಸಿಕೊಂಡು ಹೊಸ ಕಾಯ್ದೆಯಿಂದ ನರೇಗಾ ಯೋಜನೆಯ ಅವ್ಯವಹಾರ, ದುರುಪಯೋಗಗಳನ್ನು ತಡೆಯಲು ಸಾಧ್ಯವಾಗುತ್ತದೆ ಎಂದಿದ್ದಾರೆ. ಬೆಂಗಳೂರಿನ ಖಾಸಗಿ ಹೋಟಲ್‌ನಲ್ಲಿಂದು ಕೇಂದ್ರ ಸಚಿವ ಹೆಚ್.ಡಿ.ಕುಮಾರಸ್ವಾಮಿ, ಬಿಜೆಪಿ ರಾಜ್ಯಾಧ್ಯಕ್ಷ ಬಿ.ವೈ. ವಿಜಯೇಂದ್ರ, ಪ್ರತಿಪಕ್ಷ ನಾಯಕ ಆರ್. ಅಶೋಕ್ ಛಲವಾದಿ ನಾರಾಯಣಸ್ವಾಮಿ ಇವರುಗಳು ಜಂಟಿ ಸುದ್ದಿಗೋಷ್ಠಿ ನಡೆಸಿ ಮಾತನಾಡಿ, ಮನರೇಗಾ ಯೋಜನೆಯ ಲೋಪದೋಷಗಳನ್ನು ಸರಿಪಡಿಸಿ ಹೊಸದಾಗಿ ವಿಬಿ ಜಿ ರಾಮ್‌ಜಿ ಕಾಯ್ದೆ ಜಾರಿಗೆ ತರಲಾಗಿದೆ. ಇದು ಸದುದ್ದೇಶದ ಕಾಯ್ದೆಯಾಗಿದೆ ಎಂದರು. ಈ ಹಿಂದೆ ಯುಪಿಎ ಸರ್ಕಾರದ ಅವಧಿಯಲ್ಲಿ ಮನರೇಗಾ ಕಾಯ್ದೆಯನ್ನು ಜಾರಿ ಮಾಡಲಾಗಿತ್ತು. ಆ ಸಂದರ್ಭದಲ್ಲಿ ಆ ಕಾಯ್ದೆಯನ್ನು ಎಷ್ಟು ಜನ ಎಷ್ಟರ [44, 625, 317, 848]
story2-below2: ಜಾರಿ ಇದ್ದಾಗ ಸುಳ್ಳು ಬಿಲ್‌ಗಳನ್ನು ಸೃಷ್ಟಿಸಿ ನಿರುದ್ಯೋಗಿಗಳನ್ನು ವಂಚಿಸಿ ಉಳ್ಳವರು ಹಣ ಮಾಡಿದರು. ಲಕ್ಷಾಂತರ ರೂ. ಭ್ರಷ್ಟಾಚಾರ ನಡೆದಿದ್ದು, ತನಿಖೆಯಿಂದ ಗೊತ್ತಾಗಿದೆ. ಇದೆಲ್ಲವನ್ನು ಮನಗಂಡು ಭ್ರಷ್ಟಾಚಾರಕ್ಕೆ ತಡೆ ಹಾಕಲು ಹೊಸ ಕಾಯ್ದೆಯನ್ನು ಜಾರಿ ಮಾಡಲಾಗಿದೆ ಎಂದರು. ಬಹಿರಂಗ ಚರ್ಚೆಗೆ ಸಿದ್ದ : ಮನರೇಗಾ ಮತ್ತು ವಿಬಿ ಜಿ ರಾಮ್‌ಜಿ ಕಾಯ್ದೆಯ ಬಹಿರಂಗ ಚರ್ಚೆಗೆ ಬರಲಿ [570, 903, 819, 1003]
divider [35, 158, 1484, 159]
story4-banner [36, 1162, 1121, 1253]
story4-sub-skin: ಹುಳುಕ್ಕುಲ್ಲ, ಗುಜಕ್ಕಾಗಿ : [584, 1427, 675, 1440]
story5-headline: ಆರ್ಥಿಕ ಮುಗ್ಗಟ್ಟು : ಬಿಜೆಪಿ ಮುಖಂಡ ಆತ್ಮಹತ್ಯೆ [1145, 1262, 1387, 1280]
story2-photo-press-meet [326, 592, 819, 895]
story4-col1-wrap [44, 1262, 302, 1861]
story3-headline-line2: ಸಿದ್ದರಾಮಯ್ಯ, ಯಾಕೆ ಹೀಗೆ ಮಾಡಿದರು [1189, 582, 1428, 604]
story6-col3: ವಿರೋಧಿಸುತ್ತಿದೆ ಎಂದು ಬಿಜೆಪಿ ಹೇಳುತ್ತಿರುವುದರ ಕುರಿತು ಪ್ರಶ್ನಿಸಿದಾಗ ದೇಶಕ್ಕೆ ಸುಮಾರು12 ಕೋಟಿ ಕಾರ್ಮಿಕರು ಕೆಲಸ ಮಾಡುವಂತ ಯೋಜನೆ. ಸಾವಿರಾರು ಕುಟುಂಬಗಳು ಜೀವನ ನಿರ್ವಹಣೆ ನಡೆಯುತ್ತಿತ್ತು. ಅಂತಹ ಬೃಹತ್ ಯೋಜನೆಯಲ್ಲಿ ಎಲ್ಲೋ ಒಂದೆರಡು ಕಡೆ ತಪ್ಪುಗಳಾಗಿದ್ದಾಗ ಇಡೀ ಯೋಜನೆಯನ್ನೇ ರದ್ದು ಗೊಳಿಸಬೇಕೇ? ನೋಡಿ ಬಂದರೆ ಮುಗ್ಗಟ್ಟು ಕತ್ತರಿಸಿಕೊಳ್ಳಬೇಕೆ? ಪ್ರಧಾನ ಮಂತ್ರಿ ಕೌಶಲ್ಯ ಯೋಜನೆಯಲ್ಲಿ ಸುಮಾರು 14,500 ಕೋಟಿ ಅವ್ಯವಹಾರವಾಗಿದೆ ಎಂದು ವರದಿ ಹೇಳುತ್ತಿದೆ. ಹಾಗಾದರೆ, ಅದನ್ನು ಯಾಕೆ ರದ್ದು ಮಾಡಿಲ್ಲ ಎಂದು ಪ್ರಶ್ನಿಸಿದರು. ಕಳೆದ 20 ವರ್ಷದಿಂದ ನರೇಗಾ ಕಾಯ್ದೆ ಜಾರಿಗೆ ಬಂದಿದೆ. ಇದರ ಕಳೆದ 11 ವರ್ಷದಿಂದಲೂ ಅಧಿಕಾರದಲ್ಲಿರುವ ಭ್ರಷ್ಟಾಚಾರ ನಡೆದಿದ್ದರೆ ಆಗ ಏನೋ ಮಾಡಿದ್ದಾರೆ ಏನು ಕ್ರಮ ಕೈಗೊಂಡಿದ್ದಾರೆ? ಆಗಲಿಂದಲೂ ಇದರಲ್ಲಿ ಪಾಲೂ ಹೋಗಿದ್ದಾ ಅಥವಾ ಹೋಗಿರುವ [910, 1952, 1192, 2158]
story2-below1: ಮಟ್ಟಿಗೆ ದುರುಪಯೋಗಪಡಿಸಿಕೊಂಡಿದ್ದಾರೆ, ಎಷ್ಟರ ಮಟ್ಟಿಗೆ ಭ್ರಷ್ಟಾಚಾರ ನಡೆಸಲಾಗಿದೆ ಎಂದು ಪರಿಶೀಲನೆಯಿಂದ ಬಹಿರಂಗಗೊಂಡಿದೆ. ಹಾಗಾಗಿಯೇ ಭ್ರಷ್ಟಾಚಾರವನ್ನು ತಡೆಗಟ್ಟಲು ಪಾರದರ್ಶಕತೆ ತರುವ ಉದ್ದೇಶದಿಂದ ಕೇಂದ್ರ ಸರ್ಕಾರ ಪ್ರಧಾನಿ ಮೋದಿ ನೇತೃತ್ವದ ಸರ್ಕಾರ ಮನರೇಗಾ ಕಾಯ್ದೆಯ ಸ್ವರೂಪ ಬದಲಿಸಿ ಹೊಸದಾಗಿ ವಿಬಿ ಜಿ ರಾಮ್ ಜಿ ಕಾಯ್ದೆಯನ್ನು ಜಾರಿಗೆ ತಂದಿದೆ ಎಂದರು. ಈ ಹಿಂದೆ ಮನರೇಗಾ [328, 903, 555, 1021]
story4-col3d: ಹುಣಿಸೆಮರದ ಚಕ್ಕೆಯನ್ನು ಸುಟ್ಟುಬೂದಿ ಮಾಡಿ, ಆ ಬೂದಿಯನ್ನು ಕೊಬ್ಬರಿ ಎಣ್ಣೆಯಲ್ಲಿ ಕಲಸಿ ಸುಟ್ಟಗಾಯವಾದ ಜಾಗಕ್ಕೆ ಹಚ್ಚಬೇಕು. [584, 1499, 834, 1531]
story3-headline-line3: ಎಂದು ಕೇಳುತ್ತಿದ್ದಾರೆ ನೆಟ್ಟಿಗರು [1219, 614, 1398, 636]
divider [35, 1873, 1484, 1875]
story3-photo [1135, 813, 1482, 1018]
story3-bottom: ದೀರ್ಘಾವಧಿ ಮುಖ್ಯಮಂತ್ರಿಯಾಗಿ ಸಿದ್ದರಾಮಯ್ಯ ದಾಖಲೆ ನಿರ್ಮಿಸಿದ ಹಿನ್ನೆಲೆಯಲ್ಲಿ ಈ ಸನ್ಮಾನ ಕಾರ್ಯಕ್ರಮ ಏರ್ಪಡಿಸಲಾಗಿತ್ತು. ಸಚಿವ ಎಂಬಿ ಪಾಟೀಲ್ ಮುಂದಾಳತ್ವ ವಹಿಸಿದ್ದರು. ನೀರಿನ ಲಡ್ಡನ್ನು ಸಿದ್ದರಾಮಯ್ಯನವರಿಗೆ ಮೊದಲು ನೀಡಿದರು. ನಂತರ ಎಂ.ಬಿ. ಪಾಟೀಲ್ ಅವರು ಅದೇ ಲಾಡುವನ್ನು ಡಿಕೆ ಶಿವಕುಮಾರ್ ಕೈಗೆ ಕೊಟ್ಟು ಮುಖ್ಯಮಂತ್ರಿಗೆ ತಿನ್ನಿಸುವಂತೆ ಕೇಳಿದರು. ಡಿಕೆಶಿ ಲಡ್ಡನ್ನು ಸಿದ್ದರಾಮಯ್ಯನವರ ಬಾಯಿಗೆ ಇಟ್ಟರು. ಆದರೆ, ಆ ಲಡ್ಡುವನ್ನು ಮುಖ್ಯಮಂತ್ರಿ ಸಿದ್ದರಾಮಯ್ಯ ಬಾಯಿಂದ ತೆಗೆದು ಹಿಂದೆ ಎಸೆದರು. ಈ ವಿಡಿಯೋ ವೈರಲ್ ಆಗಿದ್ದು, ನೆಟ್ಟಿಗರು ತರಹೇವಾರಿ ಕಾಮೆಂಟ್ ಮಾಡುತ್ತಿದ್ದಾರೆ. [1147, 1027, 1473, 1145]
story4-col3e: ಹುಣಿಸೆಹಣ್ಣನ್ನು ನೀರಿನಲ್ಲಿ ನೆನೆಹಾಕಿ ಕಿವುಚಿ ರಸ ತೆಗೆದು ಆ [584, 1555, 788, 1568]
